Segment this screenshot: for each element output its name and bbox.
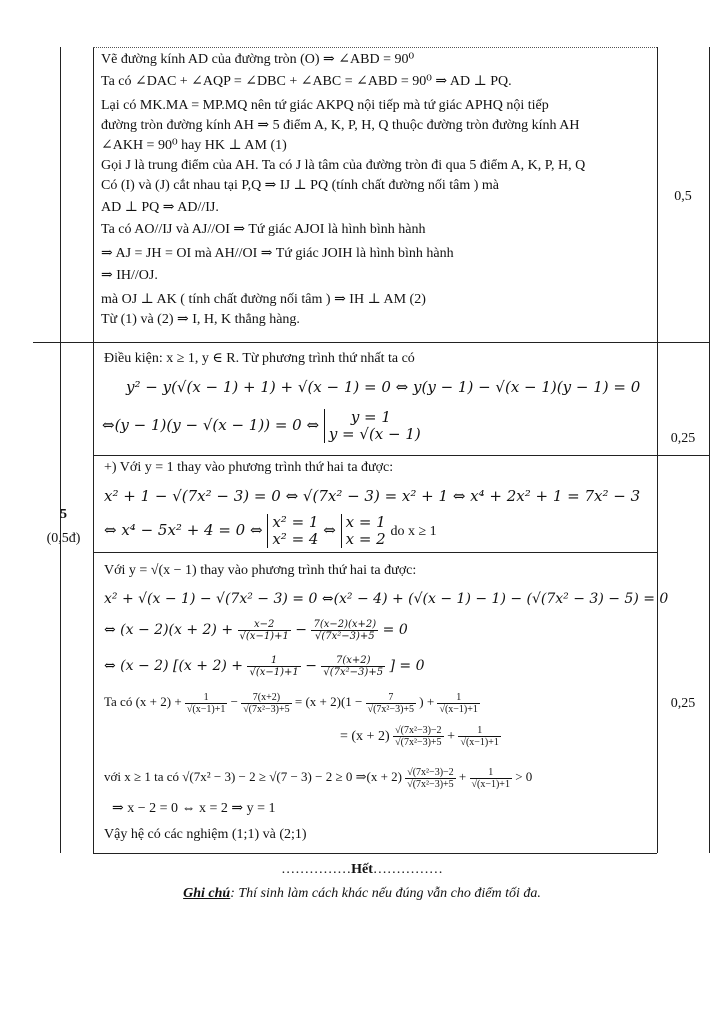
denominator: √(x−1)+1 <box>471 778 510 790</box>
proof-line: Vẽ đường kính AD của đường tròn (O) ⇒ ∠ABD = 90⁰ <box>101 52 415 67</box>
equation: ⇒ x − 2 = 0 ⇔ x = 2 ⇒ y = 1 <box>112 801 276 816</box>
proof-line: Từ (1) và (2) ⇒ I, H, K thẳng hàng. <box>101 312 300 327</box>
numerator: 1 <box>247 655 300 667</box>
fraction <box>241 692 291 715</box>
fraction <box>247 655 300 678</box>
denominator: √(7x²−3)+5 <box>315 630 375 642</box>
equation-part: ⇔ x⁴ − 5x² + 4 = 0 ⇔ <box>104 521 263 539</box>
equation-part: ⇔ (x − 2) [(x + 2) + <box>104 658 243 674</box>
numerator: 7(x+2) <box>321 655 385 667</box>
equation-part: ) + <box>419 694 435 709</box>
proof-line: Ta có ∠DAC + ∠AQP = ∠DBC + ∠ABC = ∠ABD = 90⁰ ⇒ AD ⊥ PQ. <box>101 74 512 89</box>
note <box>0 886 724 902</box>
proof-line: AD ⊥ PQ ⇒ AD//IJ. <box>101 200 219 215</box>
denominator: √(x−1)+1 <box>460 737 499 749</box>
numerator: √(7x²−3)−2 <box>407 766 454 778</box>
case: x² = 1 <box>272 513 319 531</box>
equation <box>104 514 437 548</box>
fraction <box>311 619 378 642</box>
equation-part: ⇔ <box>323 521 336 539</box>
score-b: 0,25 <box>670 431 696 446</box>
score-cell <box>657 552 709 852</box>
equation-part: do x ≥ 1 <box>390 524 437 539</box>
equation-part: − <box>305 658 317 674</box>
case-y1-block <box>104 456 654 552</box>
fraction <box>470 767 512 790</box>
denominator: √(x−1)+1 <box>249 666 299 678</box>
equation: x² + √(x − 1) − √(7x² − 3) = 0 ⇔(x² − 4) + (√(x − 1) − 1) − (√(7x² − 3) − 5) = 0 <box>104 591 669 607</box>
equation <box>104 651 425 681</box>
score-d: 0,25 <box>670 696 696 711</box>
equation-part: Ta có (x + 2) + <box>104 694 182 709</box>
fraction <box>437 692 479 715</box>
question-number: 5 <box>60 507 67 522</box>
numerator: 7(x+2) <box>241 692 291 704</box>
equation-part: ⇔ (x − 2)(x + 2) + <box>104 622 234 638</box>
fraction <box>458 725 500 748</box>
table-border <box>93 552 657 553</box>
numerator: 1 <box>458 725 500 737</box>
case-intro: +) Với y = 1 thay vào phương trình thứ hai ta được: <box>104 460 394 475</box>
score-cell <box>657 47 709 342</box>
fraction <box>321 655 385 678</box>
proof-line: ⇒ IH//OJ. <box>101 268 158 283</box>
equation-part: + <box>458 769 467 784</box>
equation <box>340 721 501 753</box>
conclusion: Vậy hệ có các nghiệm (1;1) và (2;1) <box>104 827 307 842</box>
denominator: √(7x²−3)+5 <box>407 778 454 790</box>
denominator: √(7x²−3)+5 <box>367 703 415 715</box>
case-sqrt-block <box>104 555 669 851</box>
table-border <box>33 342 709 343</box>
case-bracket <box>324 409 421 443</box>
proof-line: Ta có AO//IJ và AJ//OI ⇒ Tứ giác AJOI là hình bình hành <box>101 222 426 237</box>
case-bracket <box>267 514 318 548</box>
proof-line: ⇒ AJ = JH = OI mà AH//OI ⇒ Tứ giác JOIH là hình bình hành <box>101 246 454 261</box>
case: y = √(x − 1) <box>328 425 421 443</box>
equation <box>104 687 480 717</box>
proof-line: ∠AKH = 90⁰ hay HK ⊥ AM (1) <box>101 138 287 153</box>
equation-part: ] = 0 <box>389 658 425 674</box>
note-text: : Thí sinh làm cách khác nếu đúng vẫn cho điểm tối đa. <box>230 886 541 901</box>
score-a: 0,5 <box>674 189 692 204</box>
case: x = 1 <box>345 513 386 531</box>
equation-part: > 0 <box>515 769 533 784</box>
numerator: 1 <box>437 692 479 704</box>
equation-part: − <box>230 694 238 709</box>
numerator: 1 <box>470 767 512 779</box>
denominator: √(7x²−3)+5 <box>243 703 290 715</box>
equation <box>104 761 532 793</box>
score-cell <box>657 343 709 456</box>
fraction <box>185 692 227 715</box>
proof-line: Có (I) và (J) cắt nhau tại P,Q ⇒ IJ ⊥ PQ (tính chất đường nối tâm ) mà <box>101 178 499 193</box>
fraction <box>366 692 416 715</box>
question-points: (0,5đ) <box>46 531 81 546</box>
equation-part: = 0 <box>382 622 408 638</box>
condition-text: Điều kiện: x ≥ 1, y ∈ R. Từ phương trình thứ nhất ta có <box>104 351 415 366</box>
numerator: √(7x²−3)−2 <box>395 725 442 737</box>
equation-part: ⇔(y − 1)(y − √(x − 1)) = 0 ⇔ <box>102 416 320 434</box>
condition-block <box>104 345 654 455</box>
geometry-proof <box>101 48 656 338</box>
equation <box>102 409 421 443</box>
end-dots: …………… <box>372 862 443 877</box>
equation <box>104 615 408 645</box>
end-marker <box>0 862 724 878</box>
numerator: 7 <box>366 692 416 704</box>
equation-part: = (x + 2) <box>340 729 390 744</box>
equation-part: + <box>447 729 455 744</box>
end-dots: …………… <box>281 862 352 877</box>
fraction <box>238 619 291 642</box>
case: x = 2 <box>345 530 386 548</box>
denominator: √(7x²−3)+5 <box>395 737 442 749</box>
end-word: Hết <box>351 862 373 877</box>
proof-line: mà OJ ⊥ AK ( tính chất đường nối tâm ) ⇒ IH ⊥ AM (2) <box>101 292 426 307</box>
equation: x² + 1 − √(7x² − 3) = 0 ⇔ √(7x² − 3) = x² + 1 ⇔ x⁴ + 2x² + 1 = 7x² − 3 <box>104 487 641 505</box>
equation-part: = (x + 2)(1 − <box>294 694 363 709</box>
table-border <box>709 47 710 853</box>
case: x² = 4 <box>272 530 319 548</box>
denominator: √(x−1)+1 <box>186 703 226 715</box>
numerator: 7(x−2)(x+2) <box>313 618 377 630</box>
fraction <box>393 725 443 748</box>
table-border <box>93 853 657 854</box>
case: y = 1 <box>350 408 391 426</box>
equation-part: với x ≥ 1 ta có √(7x² − 3) − 2 ≥ √(7 − 3) − 2 ≥ 0 ⇒(x + 2) <box>104 769 402 784</box>
case-bracket <box>341 514 386 548</box>
note-label: Ghi chú <box>183 886 231 901</box>
denominator: √(x−1)+1 <box>239 630 289 642</box>
numerator: x−2 <box>238 619 291 631</box>
question-cell <box>33 343 94 853</box>
denominator: √(x−1)+1 <box>439 703 478 715</box>
proof-line: Lại có MK.MA = MP.MQ nên tứ giác AKPQ nội tiếp mà tứ giác APHQ nội tiếp <box>101 98 549 113</box>
case-intro: Với y = √(x − 1) thay vào phương trình thứ hai ta được: <box>104 563 417 578</box>
fraction <box>405 767 455 790</box>
equation-part: − <box>295 622 308 638</box>
proof-line: đường tròn đường kính AH ⇒ 5 điểm A, K, P, H, Q thuộc đường tròn đường kính AH <box>101 118 580 133</box>
equation: y² − y(√(x − 1) + 1) + √(x − 1) = 0 ⇔ y(y − 1) − √(x − 1)(y − 1) = 0 <box>126 378 641 396</box>
proof-line: Gọi J là trung điểm của AH. Ta có J là tâm của đường tròn đi qua 5 điểm A, K, P, H, Q <box>101 158 586 173</box>
denominator: √(7x²−3)+5 <box>323 666 384 678</box>
numerator: 1 <box>185 692 227 704</box>
